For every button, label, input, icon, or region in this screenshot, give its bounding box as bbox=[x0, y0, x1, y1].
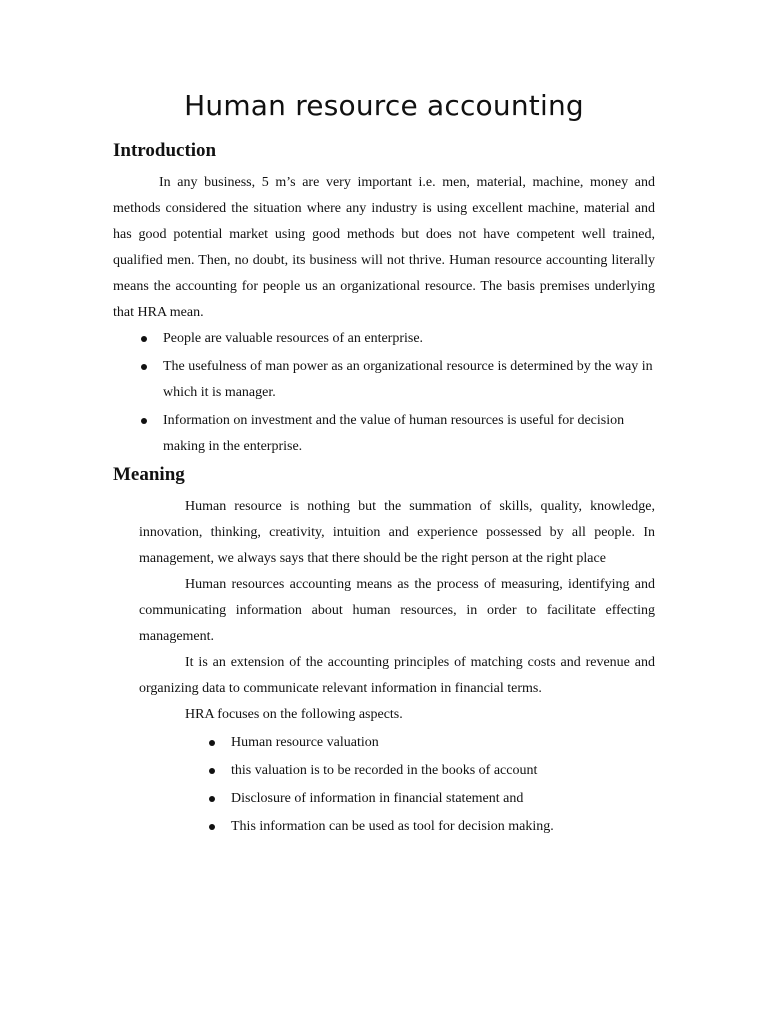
list-item bbox=[139, 354, 659, 406]
list-item-text: Human resource valuation bbox=[231, 735, 379, 750]
meaning-bullet-list bbox=[207, 730, 647, 842]
list-item bbox=[139, 326, 659, 352]
bullet-icon bbox=[141, 418, 147, 424]
bullet-icon bbox=[141, 336, 147, 342]
bullet-icon bbox=[141, 364, 147, 370]
document-title: Human resource accounting bbox=[184, 89, 584, 122]
list-item bbox=[207, 730, 647, 756]
meaning-heading: Meaning bbox=[113, 464, 185, 485]
meaning-paragraph: Human resource is nothing but the summation of skills, quality, knowledge, innovation, thinking, creativity, intuition and experience possessed by all people. In management, we always says that there should be the right person at the right place bbox=[139, 499, 655, 566]
list-item-text: this valuation is to be recorded in the books of account bbox=[231, 763, 538, 778]
introduction-heading: Introduction bbox=[113, 140, 217, 161]
bullet-icon bbox=[209, 796, 215, 802]
bullet-icon bbox=[209, 740, 215, 746]
introduction-paragraph: In any business, 5 m’s are very important i.e. men, material, machine, money and methods considered the situation where any industry is using excellent machine, material and has good potential market using good methods but does not have competent well trained, qualified men. Then, no doubt, its business will not thrive. Human resource accounting literally means the accounting for people us an organizational resource. The basis premises underlying that HRA mean. bbox=[113, 175, 655, 320]
introduction-bullet-list bbox=[139, 326, 659, 462]
list-item bbox=[207, 786, 647, 812]
bullet-icon bbox=[209, 824, 215, 830]
meaning-paragraph: HRA focuses on the following aspects. bbox=[185, 707, 403, 722]
bullet-icon bbox=[209, 768, 215, 774]
list-item-text: The usefulness of man power as an organizational resource is determined by the way in which it is manager. bbox=[163, 359, 653, 400]
meaning-paragraph: It is an extension of the accounting principles of matching costs and revenue and organizing data to communicate relevant information in financial terms. bbox=[139, 655, 655, 696]
list-item bbox=[207, 758, 647, 784]
list-item-text: This information can be used as tool for decision making. bbox=[231, 819, 554, 834]
meaning-paragraph: Human resources accounting means as the process of measuring, identifying and communicating information about human resources, in order to facilitate effecting management. bbox=[139, 577, 655, 644]
list-item bbox=[207, 814, 647, 840]
list-item-text: Information on investment and the value of human resources is useful for decision making in the enterprise. bbox=[163, 413, 625, 454]
list-item-text: Disclosure of information in financial statement and bbox=[231, 791, 524, 806]
list-item bbox=[139, 408, 659, 460]
list-item-text: People are valuable resources of an enterprise. bbox=[163, 331, 424, 346]
